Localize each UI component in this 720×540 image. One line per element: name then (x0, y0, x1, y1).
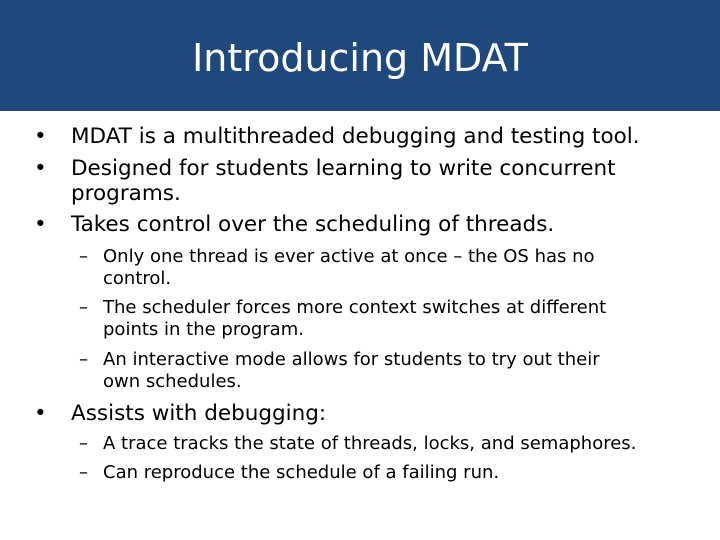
bullet-marker: • (34, 401, 47, 426)
sub-bullet-text-line: Only one thread is ever active at once – the OS has no (103, 246, 595, 267)
sub-bullet-text-line: control. (103, 268, 172, 289)
bullet-item (34, 212, 554, 237)
sub-bullet-item (79, 349, 600, 393)
sub-bullet-text-line: The scheduler forces more context switches at different (103, 297, 607, 318)
bullet-item (34, 124, 640, 149)
sub-bullet-text-line: Can reproduce the schedule of a failing run. (103, 462, 500, 483)
sub-bullet-marker: – (79, 433, 88, 454)
bullet-text-line: Designed for students learning to write concurrent (71, 156, 616, 181)
sub-bullet-text-line: points in the program. (103, 319, 304, 340)
slide-title: Introducing MDAT (192, 35, 528, 80)
sub-bullet-text-line: A trace tracks the state of threads, locks, and semaphores. (103, 433, 637, 454)
bullet-text-line: Assists with debugging: (71, 401, 327, 426)
bullet-marker: • (34, 124, 47, 149)
bullet-text-line: Takes control over the scheduling of threads. (71, 212, 555, 237)
bullet-marker: • (34, 156, 47, 181)
sub-bullet-item (79, 297, 606, 341)
bullet-text-line: programs. (71, 181, 181, 206)
sub-bullet-item (79, 433, 636, 455)
bullet-item (34, 156, 616, 206)
sub-bullet-text-line: An interactive mode allows for students to try out their (103, 349, 600, 370)
sub-bullet-marker: – (79, 462, 88, 483)
sub-bullet-item (79, 462, 499, 484)
bullet-text-line: MDAT is a multithreaded debugging and testing tool. (71, 124, 640, 149)
sub-bullet-item (79, 246, 595, 290)
sub-bullet-text-line: own schedules. (103, 371, 242, 392)
bullet-marker: • (34, 212, 47, 237)
sub-bullet-marker: – (79, 246, 88, 267)
bullet-item (34, 401, 326, 426)
sub-bullet-marker: – (79, 297, 88, 318)
sub-bullet-marker: – (79, 349, 88, 370)
